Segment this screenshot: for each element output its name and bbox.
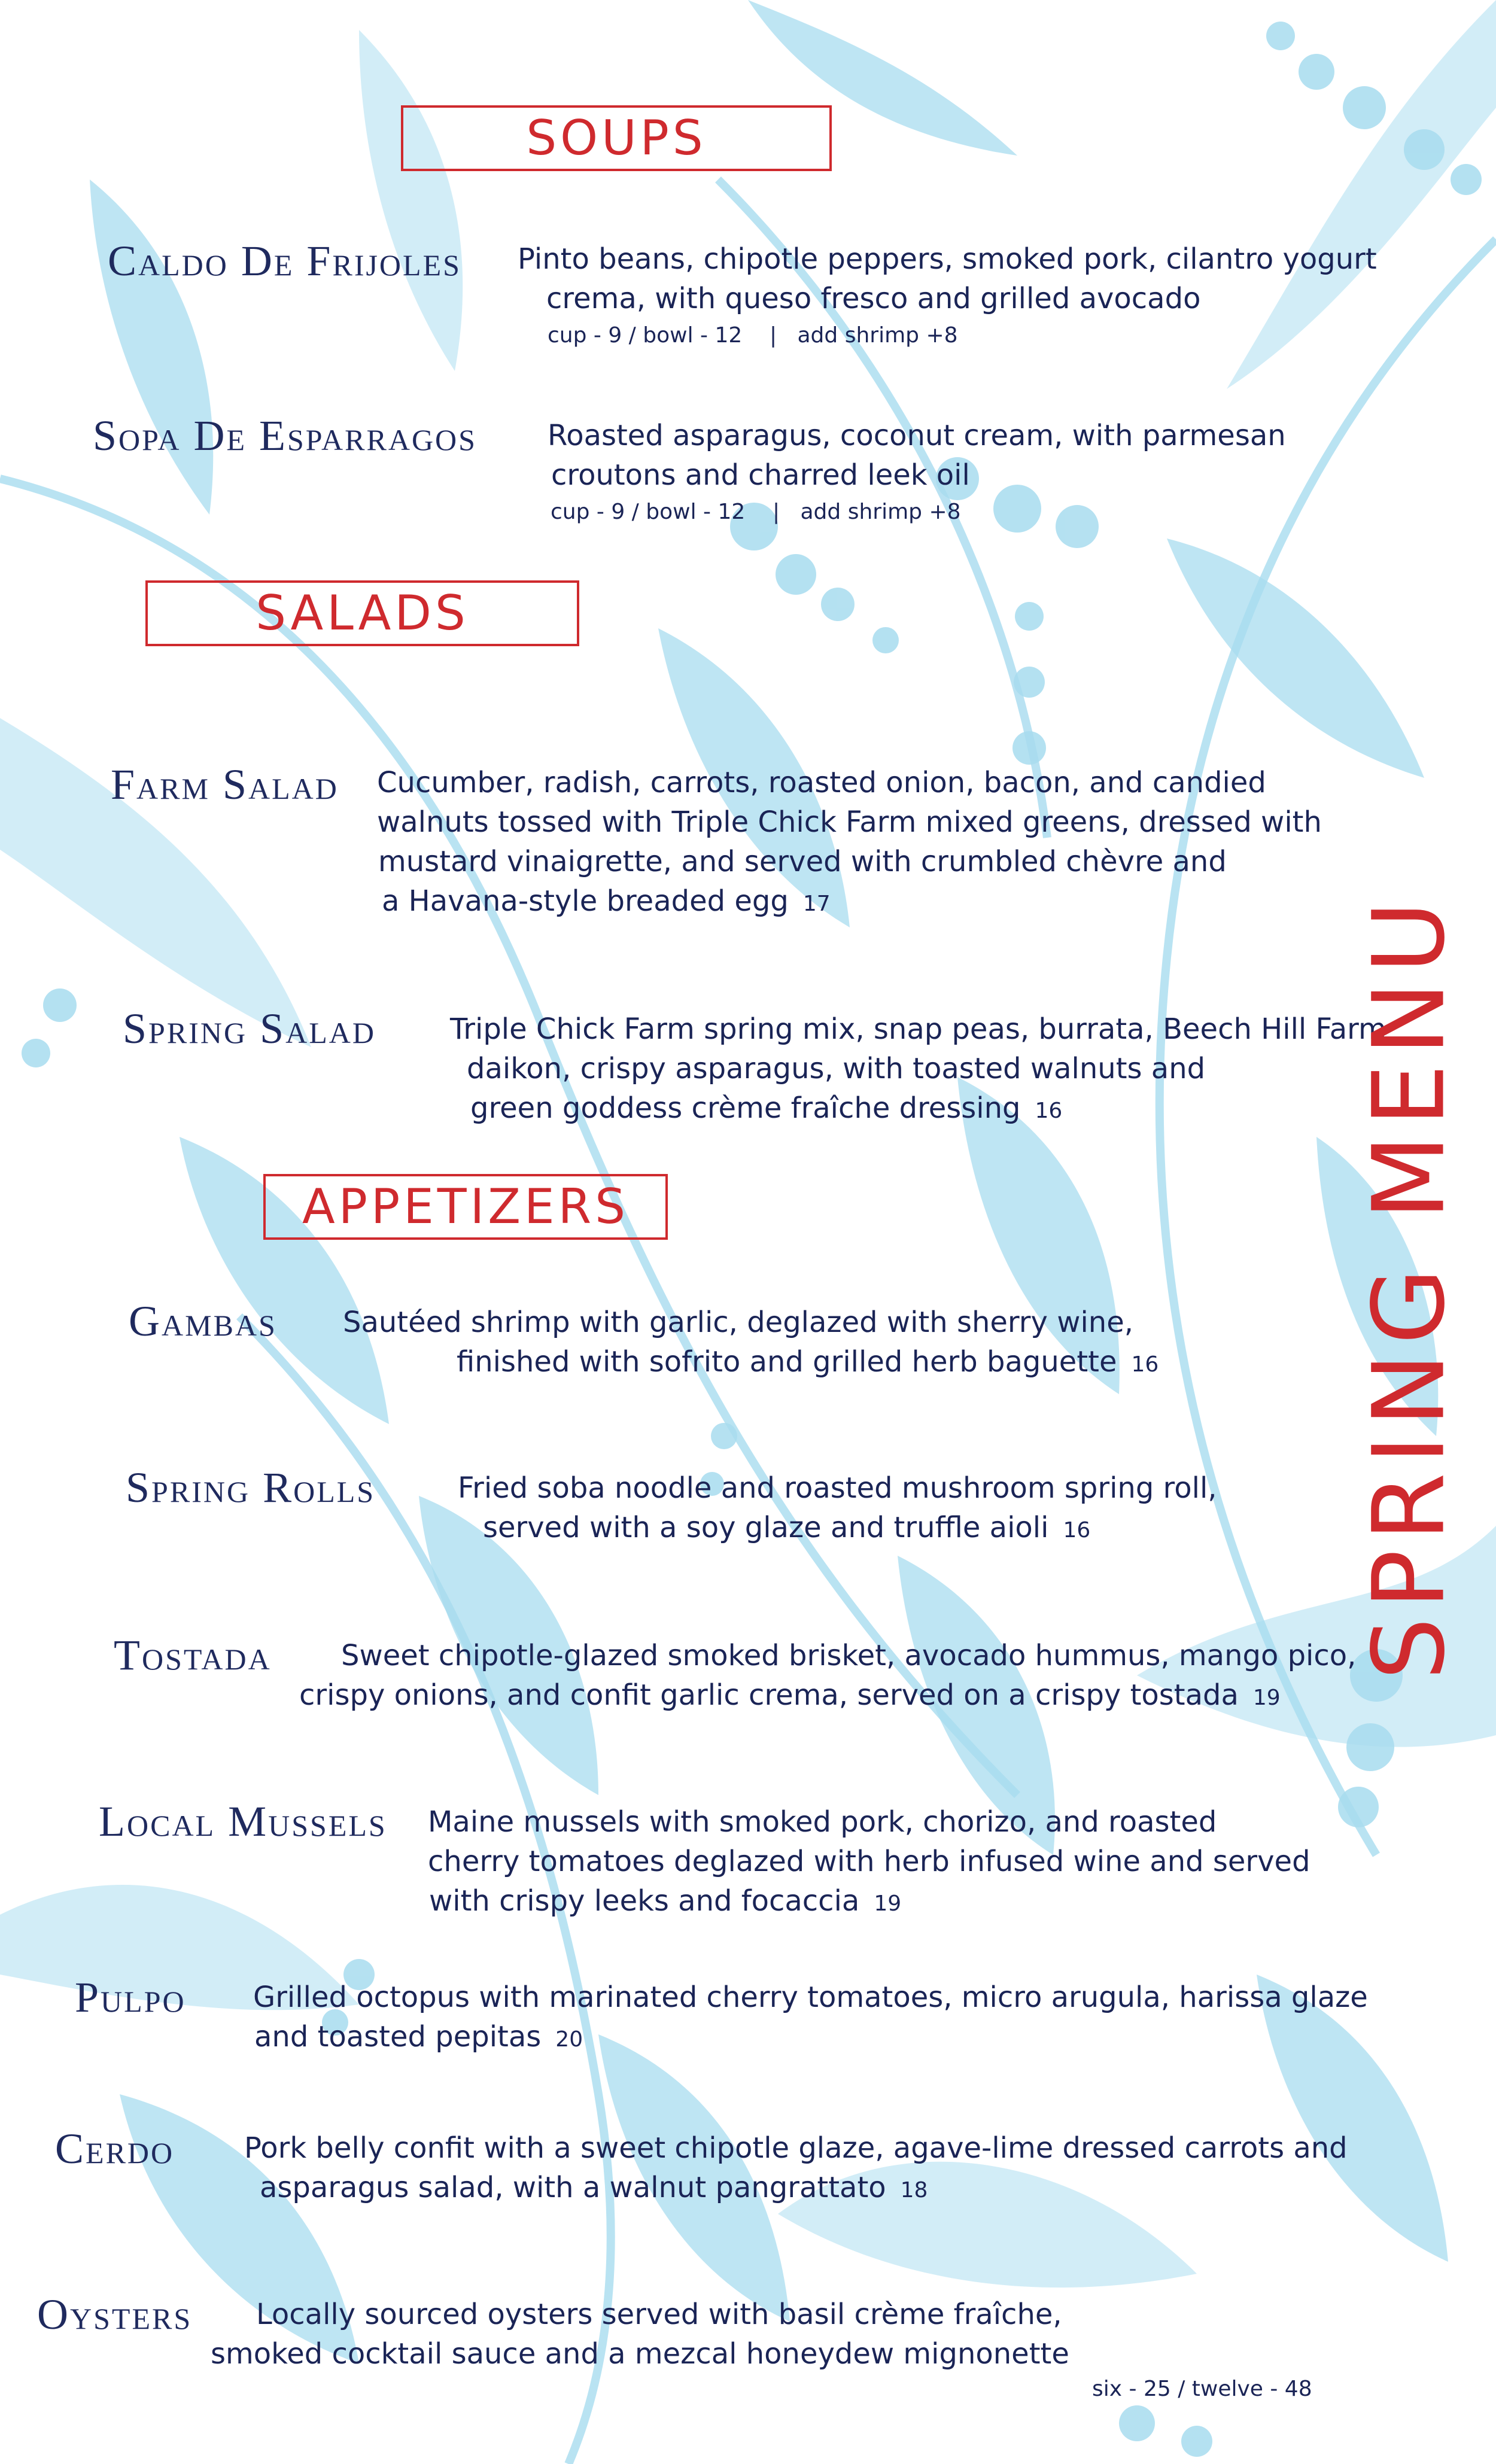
salads-section-header xyxy=(145,580,579,646)
farm-salad-price: 17 xyxy=(802,892,831,916)
spring-rolls-price: 16 xyxy=(1063,1518,1091,1543)
desc-line-text: with crispy leeks and focaccia xyxy=(429,1884,860,1918)
desc-line: Locally sourced oysters served with basil crème fraîche, xyxy=(256,2298,1062,2331)
desc-line xyxy=(428,1881,1310,1924)
spring-rolls-description xyxy=(458,1468,1217,1550)
spring-salad-name: Spring Salad xyxy=(123,1005,376,1052)
desc-line: Grilled octopus with marinated cherry tomatoes, micro arugula, harissa glaze xyxy=(253,1981,1368,2014)
local-mussels-description xyxy=(428,1802,1310,1924)
appetizers-title: APPETIZERS xyxy=(302,1179,629,1234)
desc-line: Pork belly confit with a sweet chipotle glaze, agave-lime dressed carrots and xyxy=(244,2131,1348,2165)
cerdo-name: Cerdo xyxy=(55,2125,175,2173)
oysters-name: Oysters xyxy=(37,2290,193,2338)
gambas-name: Gambas xyxy=(129,1297,277,1345)
desc-line: Maine mussels with smoked pork, chorizo, and roasted xyxy=(428,1805,1217,1839)
tostada-description xyxy=(299,1636,1356,1718)
farm-salad-name: Farm Salad xyxy=(111,761,339,808)
cerdo-description xyxy=(244,2128,1348,2210)
desc-line: walnuts tossed with Triple Chick Farm mixed greens, dressed with xyxy=(377,805,1322,839)
desc-line-text: asparagus salad, with a walnut pangrattato xyxy=(260,2171,886,2204)
caldo-de-frijoles-name: Caldo De Frijoles xyxy=(108,237,461,285)
desc-line: smoked cocktail sauce and a mezcal honeydew mignonette xyxy=(211,2337,1069,2371)
salads-title: SALADS xyxy=(256,585,469,641)
desc-line: Cucumber, radish, carrots, roasted onion, bacon, and candied xyxy=(377,766,1266,799)
appetizers-section-header xyxy=(263,1174,668,1240)
desc-line xyxy=(377,881,1322,924)
desc-line-text: green goddess crème fraîche dressing xyxy=(470,1091,1021,1125)
desc-line-text: served with a soy glaze and truffle aioli xyxy=(483,1511,1049,1544)
gambas-description xyxy=(343,1303,1159,1385)
sopa-de-esparragos-description xyxy=(548,416,1286,495)
desc-line xyxy=(450,1088,1386,1131)
desc-line xyxy=(299,1675,1356,1718)
soups-section-header xyxy=(401,105,832,171)
caldo-de-frijoles-price: cup - 9 / bowl - 12 | add shrimp +8 xyxy=(548,323,958,348)
desc-line: crema, with queso fresco and grilled avocado xyxy=(546,282,1201,315)
desc-line-text: a Havana-style breaded egg xyxy=(382,884,789,918)
pulpo-description xyxy=(253,1978,1368,2060)
spring-rolls-name: Spring Rolls xyxy=(126,1464,376,1511)
oysters-description xyxy=(211,2295,1069,2374)
oysters-price: six - 25 / twelve - 48 xyxy=(1092,2377,1312,2401)
desc-line: Sweet chipotle-glazed smoked brisket, avocado hummus, mango pico, xyxy=(341,1639,1357,1672)
desc-line-text: finished with sofrito and grilled herb baguette xyxy=(457,1345,1117,1379)
desc-line: Fried soba noodle and roasted mushroom spring roll, xyxy=(458,1471,1217,1505)
spring-menu-title: SPRING MENU xyxy=(1351,892,1467,1681)
pulpo-price: 20 xyxy=(555,2027,583,2052)
desc-line xyxy=(244,2168,1348,2210)
spring-salad-description xyxy=(450,1009,1386,1131)
tostada-price: 19 xyxy=(1252,1686,1281,1710)
local-mussels-price: 19 xyxy=(874,1891,902,1916)
desc-line xyxy=(343,1342,1159,1385)
desc-line: daikon, crispy asparagus, with toasted walnuts and xyxy=(467,1052,1206,1085)
desc-line: cherry tomatoes deglazed with herb infused wine and served xyxy=(428,1845,1310,1878)
gambas-price: 16 xyxy=(1131,1352,1159,1377)
desc-line: Triple Chick Farm spring mix, snap peas, burrata, Beech Hill Farm xyxy=(450,1012,1386,1046)
caldo-de-frijoles-description xyxy=(518,239,1377,318)
desc-line-text: crispy onions, and confit garlic crema, served on a crispy tostada xyxy=(299,1678,1239,1712)
spring-salad-price: 16 xyxy=(1035,1099,1063,1123)
tostada-name: Tostada xyxy=(114,1631,272,1679)
cerdo-price: 18 xyxy=(900,2178,928,2203)
desc-line: Roasted asparagus, coconut cream, with parmesan xyxy=(548,419,1286,452)
desc-line: Sautéed shrimp with garlic, deglazed with sherry wine, xyxy=(343,1306,1134,1339)
desc-line: Pinto beans, chipotle peppers, smoked pork, cilantro yogurt xyxy=(518,242,1377,276)
desc-line-text: and toasted pepitas xyxy=(254,2020,542,2054)
soups-title: SOUPS xyxy=(526,110,707,166)
desc-line xyxy=(253,2017,1368,2060)
local-mussels-name: Local Mussels xyxy=(99,1797,387,1845)
sopa-de-esparragos-name: Sopa De Esparragos xyxy=(93,412,477,460)
farm-salad-description xyxy=(377,763,1322,924)
desc-line: mustard vinaigrette, and served with crumbled chèvre and xyxy=(378,845,1227,878)
sopa-de-esparragos-price: cup - 9 / bowl - 12 | add shrimp +8 xyxy=(551,500,961,524)
desc-line: croutons and charred leek oil xyxy=(551,458,970,492)
desc-line xyxy=(458,1508,1217,1550)
pulpo-name: Pulpo xyxy=(75,1973,186,2021)
